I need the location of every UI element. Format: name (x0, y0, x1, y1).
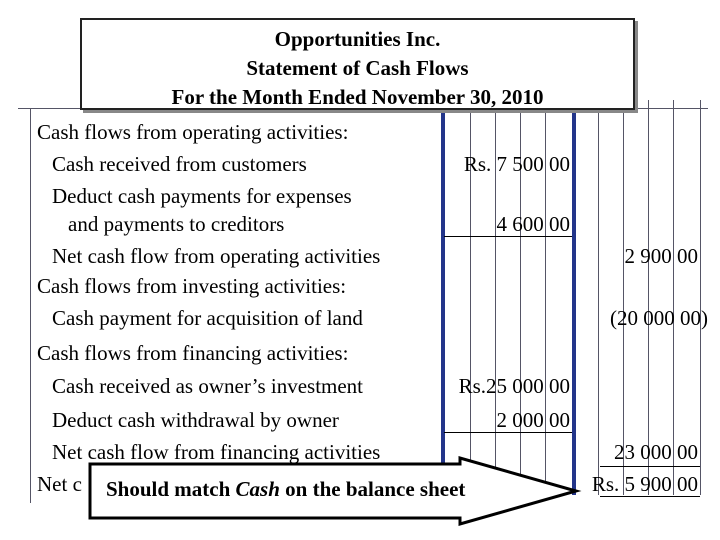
row-label: Deduct cash payments for expenses (52, 184, 352, 208)
table-row (0, 148, 720, 180)
row-label: Cash payment for acquisition of land (52, 306, 363, 330)
row-label: Cash flows from operating activities: (37, 120, 349, 144)
company-name: Opportunities Inc. (274, 27, 441, 51)
table-row (0, 240, 720, 272)
statement-header (80, 18, 635, 110)
row-label: Net cash flow from financing activities (52, 440, 381, 464)
amount-col1: Rs. 7 500 00 (463, 152, 570, 176)
row-label: Cash received as owner’s investment (52, 374, 364, 398)
callout-text-start: Should match (106, 477, 236, 501)
amount-col1: Rs.25 000 00 (458, 374, 570, 398)
statement-period: For the Month Ended November 30, 2010 (171, 85, 544, 109)
callout-text-end: on the balance sheet (279, 477, 466, 501)
row-label: Cash flows from financing activities: (37, 341, 349, 365)
amount-col2: (20 000 00) (610, 306, 708, 330)
row-label: Cash received from customers (52, 152, 307, 176)
callout-emphasis: Cash (235, 477, 280, 501)
table-row (0, 337, 720, 369)
amount-col1: 2 000 00 (496, 408, 570, 432)
row-label: Deduct cash withdrawal by owner (52, 408, 339, 432)
amount-col2: Rs. 5 900 00 (591, 472, 698, 496)
amount-col2: 23 000 00 (614, 440, 698, 464)
table-row (0, 370, 720, 402)
subtotal-underline (444, 236, 572, 237)
row-label: Cash flows from investing activities: (37, 274, 347, 298)
statement-title: Statement of Cash Flows (246, 56, 469, 80)
callout-note (106, 476, 465, 502)
amount-col2: 2 900 00 (624, 244, 698, 268)
table-row (0, 302, 720, 334)
table-row (0, 404, 720, 436)
table-row (0, 116, 720, 148)
amount-col1: 4 600 00 (496, 212, 570, 236)
table-row (0, 270, 720, 302)
table-row (0, 208, 720, 240)
row-label: and payments to creditors (68, 212, 285, 236)
row-label: Net cash flow from operating activities (52, 244, 381, 268)
row-label: Net c (37, 472, 82, 496)
subtotal-underline (444, 432, 572, 433)
